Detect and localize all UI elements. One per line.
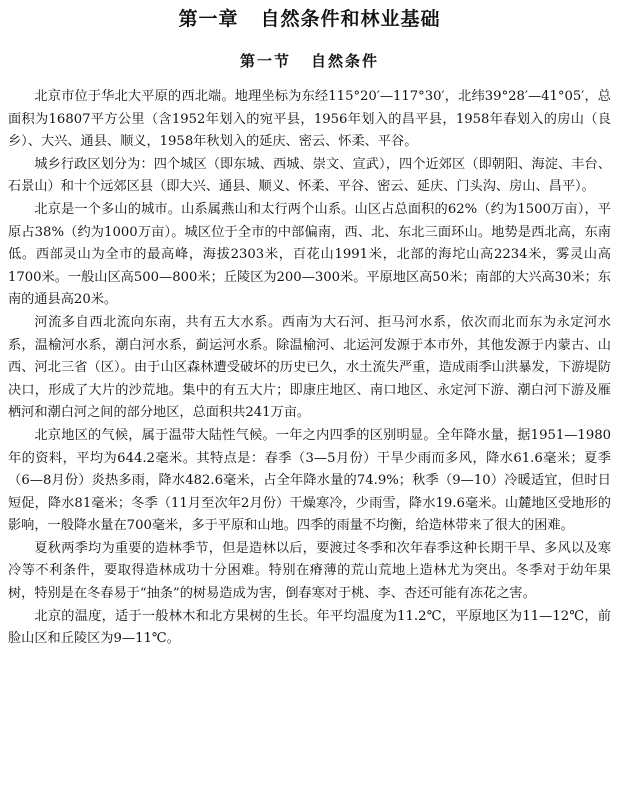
paragraph-rivers: 河流多自西北流向东南，共有五大水系。西南为大石河、拒马河水系，依次而北而东为永定河水系，温榆河水系，潮白河水系，蓟运河水系。除温榆河、北运河发源于本市外，其他发源于内蒙古、山西、河北三省（区）。由于山区森林遭受破坏的历史已久，水土流失严重，造成雨季山洪暴发，下游堤防决口，形成了大片的沙荒地。集中的有五大片；即康庄地区、南口地区、永定河下游、潮白河下游及雁栖河和潮白河之间的部分地区，总面积共241万亩。 [8, 314, 611, 421]
paragraph-temperature: 北京的温度，适于一般林木和北方果树的生长。年平均温度为11.2℃，平原地区为11—12℃，前脸山区和丘陵区为9—11℃。 [8, 608, 611, 647]
paragraph-location: 北京市位于华北大平原的西北端。地理坐标为东经115°20′—117°30′，北纬39°28′—41°05′，总面积为16807平方公里（含1952年划入的宛平县，1956年划入的昌平县，1958年春划入的房山（良乡）、大兴、通县、顺义，1958年秋划入的延庆、密云、怀柔、平谷。 [8, 89, 611, 150]
paragraph-climate: 北京地区的气候，属于温带大陆性气候。一年之内四季的区别明显。全年降水量，据1951—1980年的资料，平均为644.2毫米。其特点是：春季（3—5月份）干旱少雨而多风，降水61.6毫米；夏季（6—8月份）炎热多雨，降水482.6毫米，占全年降水量的74.9%；秋季（9—10）冷暖适宜，但时日短促，降水81毫米；冬季（11月至次年2月份）干燥寒冷，少雨雪，降水19.6毫米。山麓地区受地形的影响，一般降水量在700毫米，多于平原和山地。四季的雨量不均衡，给造林带来了很大的困难。 [8, 427, 611, 534]
chapter-number: 第一章 [178, 8, 239, 30]
paragraph-districts: 城乡行政区划分为：四个城区（即东城、西城、崇文、宣武），四个近郊区（即朝阳、海淀、丰台、石景山）和十个远郊区县（即大兴、通县、顺义、怀柔、平谷、密云、延庆、门头沟、房山、昌平）。 [8, 156, 611, 195]
chapter-title: 自然条件和林业基础 [260, 8, 441, 30]
paragraph-terrain: 北京是一个多山的城市。山系属燕山和太行两个山系。山区占总面积的62%（约为1500万亩），平原占38%（约为1000万亩）。城区位于全市的中部偏南，西、北、东北三面环山。地势是西北高，东南低。西部灵山为全市的最高峰，海拔2303米，百花山1991米，北部的海坨山高2234米，雾灵山高1700米。一般山区高500—800米；丘陵区为200—300米。平原地区高50米；南部的大兴高30米；东南的通县高20米。 [8, 201, 611, 308]
section-heading [8, 50, 611, 72]
paragraph-planting-season: 夏秋两季均为重要的造林季节，但是造林以后，要渡过冬季和次年春季这种长期干旱、多风以及寒冷等不利条件，要取得造林成功十分困难。特别在瘠薄的荒山荒地上造林尤为突出。冬季对于幼年果树，特别是在冬春易于“抽条”的树易造成为害，倒春寒对于桃、李、杏还可能有冻花之害。 [8, 540, 611, 602]
section-title: 自然条件 [311, 52, 380, 70]
chapter-heading [8, 6, 611, 32]
section-number: 第一节 [239, 52, 291, 70]
